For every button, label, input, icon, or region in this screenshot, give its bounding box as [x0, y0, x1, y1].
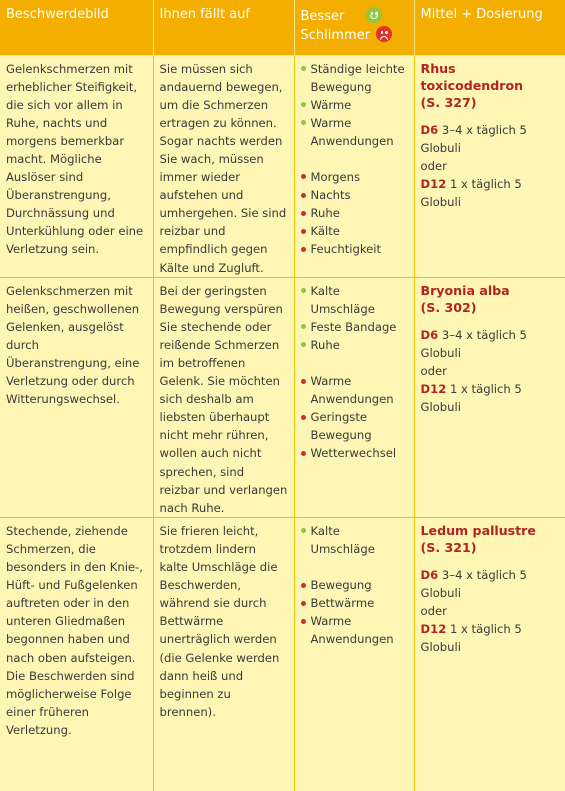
cell-mittel [414, 55, 565, 277]
cell-mittel [414, 277, 565, 517]
cell-beschwerdebild: Stechende, ziehende Schmerzen, die besonders in den Knie-, Hüft- und Fußgelenken auftreten oder in den unteren Gliedmaßen begonnen haben und nach oben aufsteigen. Die Beschwerden sind möglicherweise Folge einer früheren Verletzung. [0, 517, 153, 791]
dosage-d12-text: 1 x täglich 5 Globuli [420, 176, 522, 209]
schlimmer-item: Geringste Bewegung [301, 408, 408, 444]
smiley-sad-icon [376, 26, 392, 42]
schlimmer-item: Wetterwechsel [301, 444, 408, 462]
remedy-page-ref: (S. 327) [420, 94, 477, 110]
potency-d12: D12 [420, 381, 447, 396]
remedy-name: Ledum pallustre [420, 522, 536, 538]
schlimmer-item: Warme Anwendungen [301, 372, 408, 408]
smiley-happy-icon [366, 7, 382, 23]
schlimmer-item: Feuchtigkeit [301, 240, 408, 258]
dosage-or: oder [420, 363, 447, 378]
cell-auffaellig: Sie müssen sich andauernd bewegen, um die Schmerzen ertragen zu können. Sogar nachts werden Sie wach, müssen immer wieder aufstehen und umhergehen. Sie sind reizbar und empfindlich gegen Kälte und Zugluft. [153, 55, 294, 277]
table-row [0, 277, 565, 517]
cell-modalitaeten [294, 55, 414, 277]
besser-item: Ständige leichte Bewegung [301, 60, 408, 96]
cell-modalitaeten [294, 277, 414, 517]
potency-d6: D6 [420, 327, 439, 342]
header-besser: Besser [300, 9, 345, 24]
potency-d12: D12 [420, 622, 447, 637]
schlimmer-item: Morgens [301, 168, 408, 186]
schlimmer-item: Ruhe [301, 204, 408, 222]
schlimmer-item: Warme Anwendungen [301, 612, 408, 648]
besser-list [301, 282, 408, 354]
cell-mittel [414, 517, 565, 791]
cell-beschwerdebild: Gelenkschmerzen mit erheblicher Steifigkeit, die sich vor allem in Ruhe, nachts und morgens bemerkbar macht. Mögliche Auslöser sind Überanstrengung, Durchnässung und Unterkühlung oder eine Verletzung sein. [0, 55, 153, 277]
dosage-or: oder [420, 158, 447, 173]
schlimmer-item: Bettwärme [301, 594, 408, 612]
besser-item: Kalte Umschläge [301, 282, 408, 318]
schlimmer-item: Nachts [301, 186, 408, 204]
header-mittel-dosierung: Mittel + Dosierung [414, 0, 565, 55]
cell-auffaellig: Sie frieren leicht, trotzdem lindern kalte Umschläge die Beschwerden, während sie durch Bettwärme unerträglich werden (die Gelenke werden dann heiß und beginnen zu brennen). [153, 517, 294, 791]
besser-list [301, 522, 408, 558]
dosage-or: oder [420, 604, 447, 619]
dosage-d6-text: 3–4 x täglich 5 Globuli [420, 567, 527, 600]
dosage [421, 326, 560, 416]
table-header [0, 0, 565, 55]
schlimmer-list [301, 576, 408, 648]
schlimmer-item: Bewegung [301, 576, 408, 594]
schlimmer-list [301, 372, 408, 462]
schlimmer-item: Kälte [301, 222, 408, 240]
dosage-d12-text: 1 x täglich 5 Globuli [420, 622, 522, 655]
potency-d12: D12 [420, 176, 447, 191]
besser-list [301, 60, 408, 150]
cell-auffaellig: Bei der geringsten Bewegung verspüren Sie stechende oder reißende Schmerzen im betroffenen Gelenk. Sie möchten sich deshalb am liebsten überhaupt nicht mehr rühren, wollen auch nicht sprechen, sind reizbar und verlangen nach Ruhe. [153, 277, 294, 517]
dosage-d6-text: 3–4 x täglich 5 Globuli [420, 327, 527, 360]
cell-beschwerdebild: Gelenkschmerzen mit heißen, geschwollenen Gelenken, ausgelöst durch Überanstrengung, eine Verletzung oder durch Witterungswechsel. [0, 277, 153, 517]
remedy-name: Rhus toxicodendron [420, 60, 524, 93]
header-beschwerdebild: Beschwerdebild [0, 0, 153, 55]
potency-d6: D6 [420, 122, 439, 137]
besser-item: Warme Anwendungen [301, 114, 408, 150]
table-row [0, 517, 565, 791]
schlimmer-list [301, 168, 408, 258]
remedy-page-ref: (S. 302) [420, 299, 477, 315]
dosage-d6-text: 3–4 x täglich 5 Globuli [420, 122, 527, 155]
header-schlimmer: Schlimmer [300, 28, 371, 43]
dosage [421, 121, 560, 211]
besser-item: Wärme [301, 96, 408, 114]
remedy-page-ref: (S. 321) [420, 539, 477, 555]
dosage [421, 566, 560, 656]
remedy-name: Bryonia alba [420, 282, 510, 298]
besser-item: Ruhe [301, 336, 408, 354]
table-row [0, 55, 565, 277]
besser-item: Kalte Umschläge [301, 522, 408, 558]
dosage-d12-text: 1 x täglich 5 Globuli [420, 381, 522, 414]
cell-modalitaeten [294, 517, 414, 791]
besser-item: Feste Bandage [301, 318, 408, 336]
header-auffaellig: Ihnen fällt auf [153, 0, 294, 55]
potency-d6: D6 [420, 567, 439, 582]
header-besser-schlimmer [294, 0, 414, 55]
